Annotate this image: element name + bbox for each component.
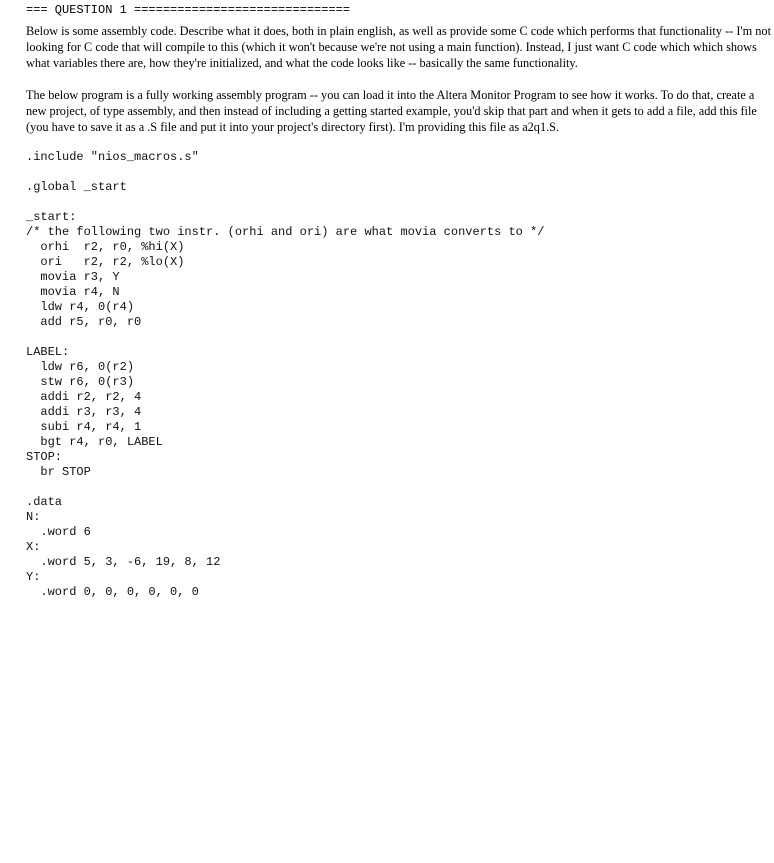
code-line-blank bbox=[26, 480, 772, 495]
code-line: ori r2, r2, %lo(X) bbox=[26, 255, 185, 269]
code-line-blank bbox=[26, 195, 772, 210]
assembly-code-block bbox=[26, 150, 772, 600]
code-label-x: X: bbox=[26, 540, 41, 554]
code-label-y: Y: bbox=[26, 570, 41, 584]
code-line: .word 6 bbox=[26, 525, 91, 539]
code-label-loop: LABEL: bbox=[26, 345, 70, 359]
code-data-directive: .data bbox=[26, 495, 63, 509]
code-line: subi r4, r4, 1 bbox=[26, 420, 142, 434]
document-page bbox=[26, 2, 772, 600]
question-intro-paragraph: Below is some assembly code. Describe what it does, both in plain english, as well as provide some C code which performs that functionality -- I'm not looking for C code that will compile to this (which it won't because we're not using a main function). Instead, I just want C code which which shows what variables there are, how they're initialized, and what the code looks like -- basically the same functionality. bbox=[26, 24, 771, 70]
code-line: addi r3, r3, 4 bbox=[26, 405, 142, 419]
code-line: ldw r6, 0(r2) bbox=[26, 360, 135, 374]
code-line: orhi r2, r0, %hi(X) bbox=[26, 240, 185, 254]
code-line: .word 5, 3, -6, 19, 8, 12 bbox=[26, 555, 221, 569]
code-line: br STOP bbox=[26, 465, 91, 479]
code-line: bgt r4, r0, LABEL bbox=[26, 435, 163, 449]
code-comment: /* the following two instr. (orhi and ori) are what movia converts to */ bbox=[26, 225, 545, 239]
question-heading: === QUESTION 1 ============================== bbox=[26, 3, 351, 17]
code-line: .global _start bbox=[26, 180, 127, 194]
code-line: .word 0, 0, 0, 0, 0, 0 bbox=[26, 585, 199, 599]
code-line: addi r2, r2, 4 bbox=[26, 390, 142, 404]
instructions-paragraph: The below program is a fully working assembly program -- you can load it into the Altera Monitor Program to see how it works. To do that, create a new project, of type assembly, and then instead of including a getting started example, you'd skip that part and when it gets to add a file, add this file (you have to save it as a .S file and put it into your project's directory first). I'm providing this file as a2q1.S. bbox=[26, 88, 757, 134]
code-line: .include "nios_macros.s" bbox=[26, 150, 199, 164]
code-label-start: _start: bbox=[26, 210, 77, 224]
code-line-blank bbox=[26, 165, 772, 180]
code-line: movia r3, Y bbox=[26, 270, 120, 284]
code-label-n: N: bbox=[26, 510, 41, 524]
code-line: stw r6, 0(r3) bbox=[26, 375, 135, 389]
code-label-stop: STOP: bbox=[26, 450, 63, 464]
code-line-blank bbox=[26, 330, 772, 345]
code-line: add r5, r0, r0 bbox=[26, 315, 142, 329]
code-line: ldw r4, 0(r4) bbox=[26, 300, 135, 314]
code-line: movia r4, N bbox=[26, 285, 120, 299]
